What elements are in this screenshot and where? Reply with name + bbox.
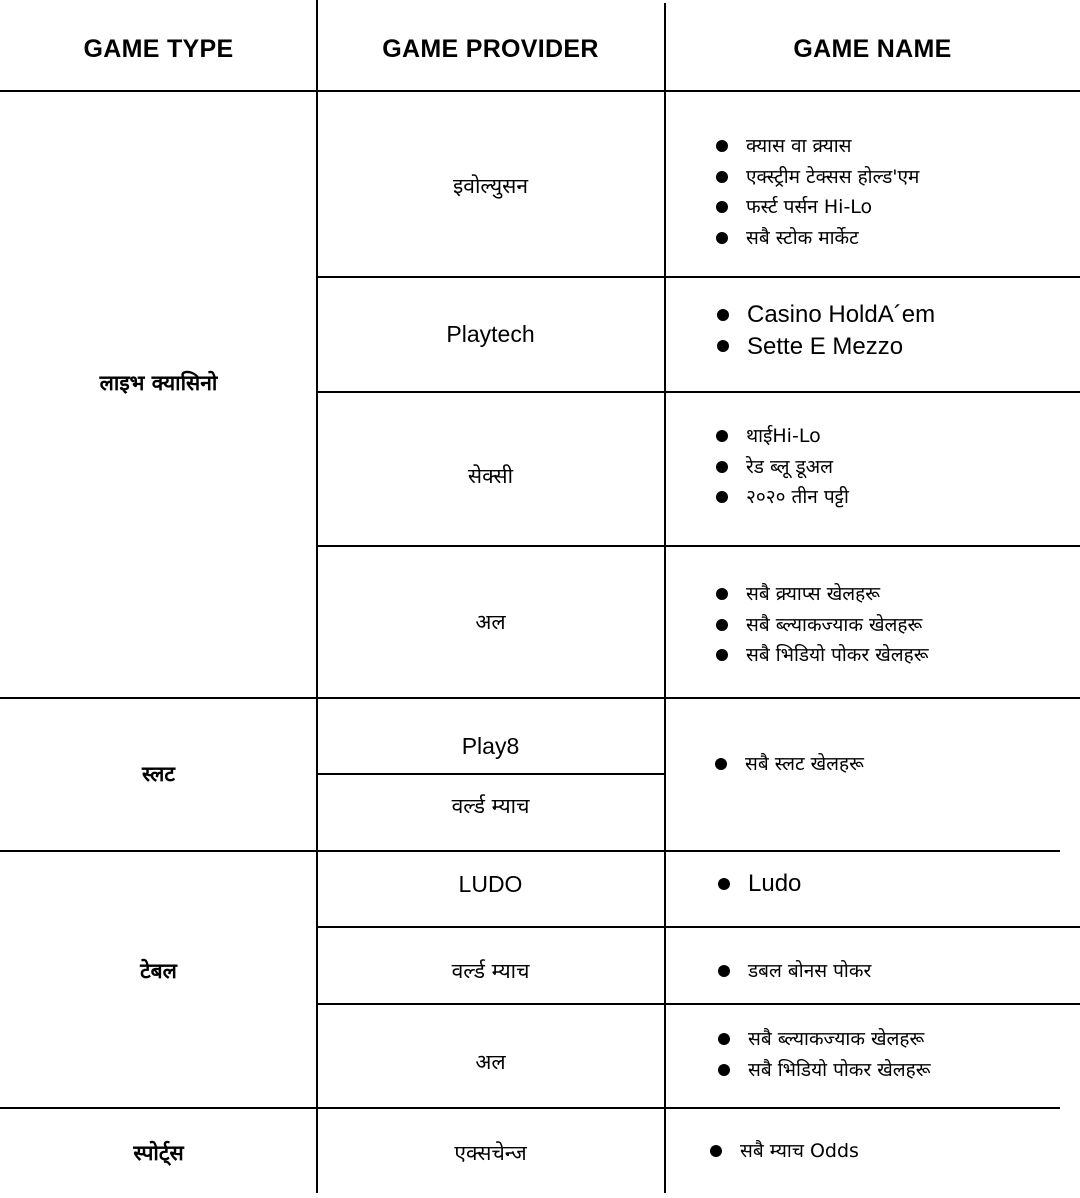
column-divider bbox=[664, 3, 666, 1193]
game-type-table: टेबल bbox=[140, 959, 177, 983]
provider-all: अल bbox=[475, 1050, 506, 1074]
provider-world-match: वर्ल्ड म्याच bbox=[451, 958, 530, 983]
game-list-world-match bbox=[718, 956, 871, 987]
list-item: सबै भिडियो पोकर खेलहरू bbox=[716, 640, 928, 671]
game-list-ludo bbox=[718, 868, 801, 900]
list-item: डबल बोनस पोकर bbox=[718, 956, 871, 987]
game-type-slot: स्लट bbox=[142, 762, 175, 786]
list-item: Casino HoldA´em bbox=[717, 299, 935, 331]
game-list-slot bbox=[715, 749, 864, 780]
game-list-playtech bbox=[717, 299, 935, 362]
game-list-sexy bbox=[716, 421, 849, 513]
list-item: सबै भिडियो पोकर खेलहरू bbox=[718, 1055, 930, 1086]
list-item: सबै स्लट खेलहरू bbox=[715, 749, 864, 780]
provider-exchange: एक्सचेन्ज bbox=[454, 1141, 527, 1165]
list-item: सबै ब्ल्याकज्याक खेलहरू bbox=[718, 1024, 930, 1055]
list-item: सबै म्याच Odds bbox=[710, 1136, 859, 1167]
list-item: २०२० तीन पट्टी bbox=[716, 482, 849, 513]
list-item: क्यास वा क्र्यास bbox=[716, 131, 919, 162]
game-list-all-table bbox=[718, 1024, 930, 1085]
list-item: थाईHi-Lo bbox=[716, 421, 849, 452]
list-item: Sette E Mezzo bbox=[717, 331, 935, 363]
list-item: सबै ब्ल्याकज्याक खेलहरू bbox=[716, 610, 928, 641]
header-game-type: GAME TYPE bbox=[83, 34, 234, 63]
header-game-name: GAME NAME bbox=[793, 34, 952, 63]
provider-all: अल bbox=[475, 609, 506, 634]
provider-sexy: सेक्सी bbox=[467, 463, 514, 488]
provider-play8: Play8 bbox=[461, 733, 520, 759]
provider-playtech: Playtech bbox=[446, 320, 535, 347]
header-game-provider: GAME PROVIDER bbox=[382, 34, 599, 63]
game-list-exchange bbox=[710, 1136, 859, 1167]
list-item: सबै क्र्याप्स खेलहरू bbox=[716, 579, 928, 610]
provider-world-match: वर्ल्ड म्याच bbox=[451, 794, 530, 818]
game-type-live-casino: लाइभ क्यासिनो bbox=[99, 371, 218, 395]
game-list-all-live bbox=[716, 579, 928, 671]
list-item: फर्स्ट पर्सन Hi-Lo bbox=[716, 192, 919, 223]
list-item: Ludo bbox=[718, 868, 801, 900]
list-item: सबै स्टोक मार्केट bbox=[716, 223, 919, 254]
provider-evolution: इवोल्युसन bbox=[452, 174, 529, 198]
provider-ludo: LUDO bbox=[458, 870, 523, 897]
game-list-evolution bbox=[716, 131, 919, 253]
list-item: रेड ब्लू डूअल bbox=[716, 452, 849, 483]
game-type-sports: स्पोर्ट्स bbox=[133, 1141, 184, 1165]
list-item: एक्स्ट्रीम टेक्सस होल्ड'एम bbox=[716, 162, 919, 193]
